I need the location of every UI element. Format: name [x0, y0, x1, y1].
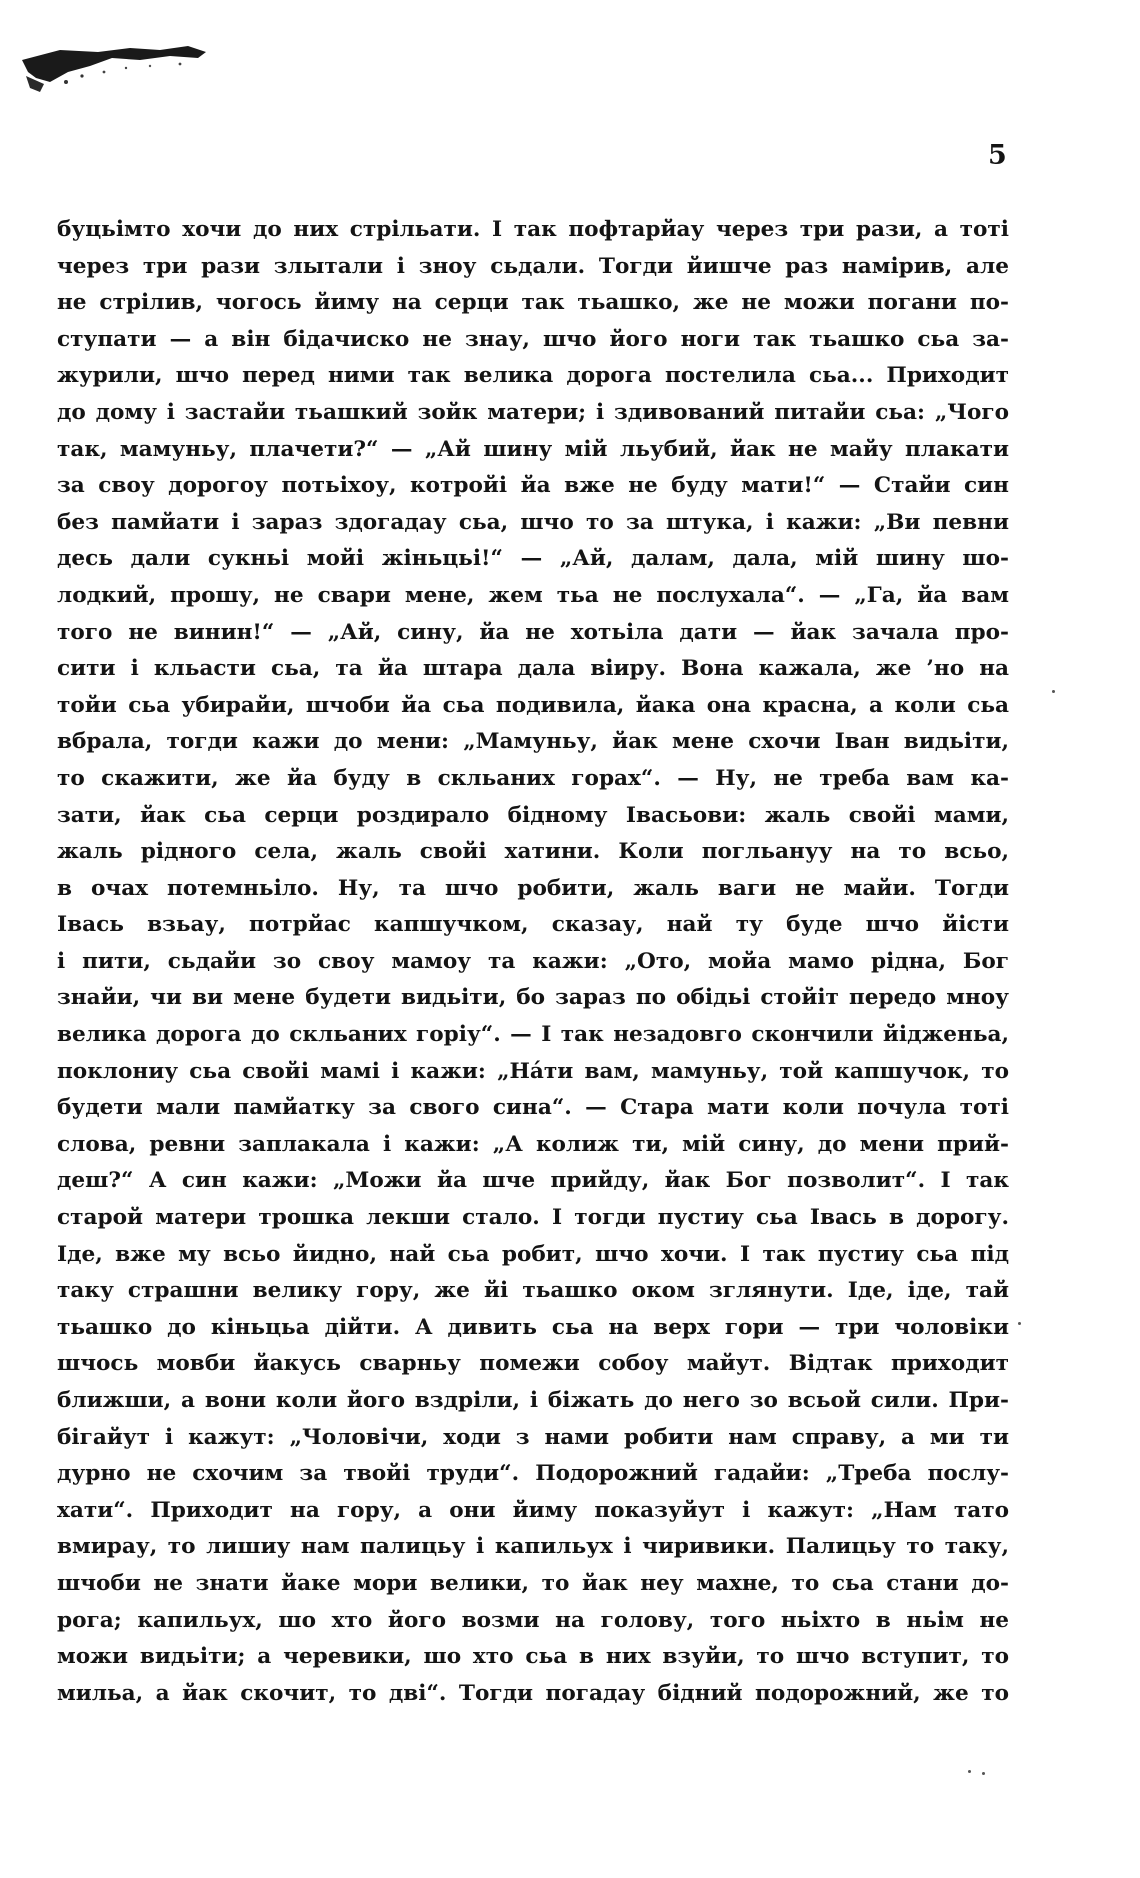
text-line: шчось мовби йакусь сварньу помежи собоу майут. Відтак приходит: [57, 1351, 1009, 1377]
text-line: рога; капильух, шо хто його возми на голову, того ньіхто в ньім не: [57, 1607, 1009, 1633]
text-line: шчоби не знати йаке мори велики, то йак неу махне, то сьа стани до-: [57, 1570, 1009, 1596]
paper-speck: [1018, 1322, 1021, 1325]
text-line: можи видьіти; а черевики, шо хто сьа в них взуйи, то шчо вступит, то: [57, 1644, 1009, 1670]
text-line: вмирау, то лишиу нам палицьу і капильух і чиривики. Палицьу то таку,: [57, 1534, 1009, 1560]
text-line: до дому і застайи тьашкий зойк матери; і здивований питайи сьа: „Чого: [57, 399, 1009, 425]
text-line: хати“. Приходит на гору, а они йиму показуйут і кажут: „Нам тато: [57, 1497, 1009, 1523]
text-line: буцьімто хочи до них стрільати. І так пофтарйау через три рази, а тоті: [57, 217, 1009, 242]
text-line: жаль рідного села, жаль свойі хатини. Коли погльануу на то всьо,: [57, 839, 1009, 865]
text-line: зати, йак сьа серци роздирало бідному Івасьови: жаль свойі мами,: [57, 802, 1009, 828]
body-text: [57, 212, 1009, 1712]
text-line: ступати — а він бідачиско не знау, шчо його ноги так тьашко сьа за-: [57, 326, 1009, 352]
text-line: лодкий, прошу, не свари мене, жем тьа не послухала“. — „Га, йа вам: [57, 582, 1009, 608]
text-line: так, мамуньу, плачети?“ — „Ай шину мій льубий, йак не майу плакати: [57, 436, 1009, 462]
text-line: велика дорога до скльаних горіу“. — І так незадовго скончили йідженьа,: [57, 1022, 1009, 1048]
text-line: поклониу сьа свойі мамі і кажи: „На́ти вам, мамуньу, той капшучок, то: [57, 1058, 1009, 1084]
text-line: дурно не схочим за твойі труди“. Подорожний гадайи: „Треба послу-: [57, 1461, 1009, 1487]
text-line: за своу дорогоу потьіхоу, котройі йа вже не буду мати!“ — Стайи син: [57, 473, 1009, 499]
text-line: слова, ревни заплакала і кажи: „А колиж ти, мій сину, до мени прий-: [57, 1131, 1009, 1157]
text-line: Івась взьау, потрйас капшучком, сказау, най ту буде шчо йісти: [57, 912, 1009, 938]
text-line: ближши, а вони коли його вздріли, і біжать до него зо всьой сили. При-: [57, 1388, 1009, 1413]
paper-speck: [982, 1772, 985, 1775]
text-line: старой матери трошка лекши стало. І тогди пустиу сьа Івась в дорогу.: [57, 1205, 1009, 1231]
text-line: Іде, вже му всьо йидно, най сьа робит, шчо хочи. І так пустиу сьа під: [57, 1241, 1009, 1267]
text-line: тойи сьа убирайи, шчоби йа сьа подивила, йака она красна, а коли сьа: [57, 692, 1009, 718]
text-line: сити і кльасти сьа, та йа штара дала віиру. Вона кажала, же ’но на: [57, 656, 1009, 682]
text-line: таку страшни велику гору, же йі тьашко оком зглянути. Іде, іде, тай: [57, 1278, 1009, 1304]
text-line: в очах потемньіло. Ну, та шчо робити, жаль ваги не майи. Тогди: [57, 875, 1009, 901]
text-line: через три рази злытали і зноу сьдали. Тогди йишче раз намірив, але: [57, 253, 1009, 279]
text-line: і пити, сьдайи зо своу мамоу та кажи: „Ото, мойа мамо рідна, Бог: [57, 948, 1009, 974]
text-line: не стрілив, чогось йиму на серци так тьашко, же не можи погани по-: [57, 290, 1009, 316]
text-line: мильа, а йак скочит, то дві“. Тогди погадау бідний подорожний, же то: [57, 1680, 1009, 1706]
text-line: десь дали сукньі мойі жіньцьі!“ — „Ай, далам, дала, мій шину шо-: [57, 546, 1009, 572]
text-line: то скажити, же йа буду в скльаних горах“. — Ну, не треба вам ка-: [57, 765, 1009, 791]
text-line: бігайут і кажут: „Чоловічи, ходи з нами робити нам справу, а ми ти: [57, 1424, 1009, 1450]
text-line: вбрала, тогди кажи до мени: „Мамуньу, йак мене схочи Іван видьіти,: [57, 729, 1009, 755]
paper-speck: [1052, 690, 1055, 693]
text-line: будети мали памйатку за свого сина“. — Стара мати коли почула тоті: [57, 1095, 1009, 1121]
paper-speck: [968, 1770, 971, 1773]
text-line: журили, шчо перед ними так велика дорога постелила сьа... Приходит: [57, 363, 1009, 389]
text-line: без памйати і зараз здогадау сьа, шчо то за штука, і кажи: „Ви певни: [57, 509, 1009, 535]
ink-smudge-mark: [20, 42, 220, 102]
text-line: деш?“ А син кажи: „Можи йа шче прийду, йак Бог позволит“. І так: [57, 1168, 1009, 1194]
text-line: знайи, чи ви мене будети видьіти, бо зараз по обідьі стойіт передо мноу: [57, 985, 1009, 1011]
text-line: того не винин!“ — „Ай, сину, йа не хотьіла дати — йак зачала про-: [57, 619, 1009, 645]
text-line: тьашко до кіньцьа дійти. А дивить сьа на верх гори — три чоловіки: [57, 1314, 1009, 1340]
page-number: 5: [988, 140, 1007, 171]
